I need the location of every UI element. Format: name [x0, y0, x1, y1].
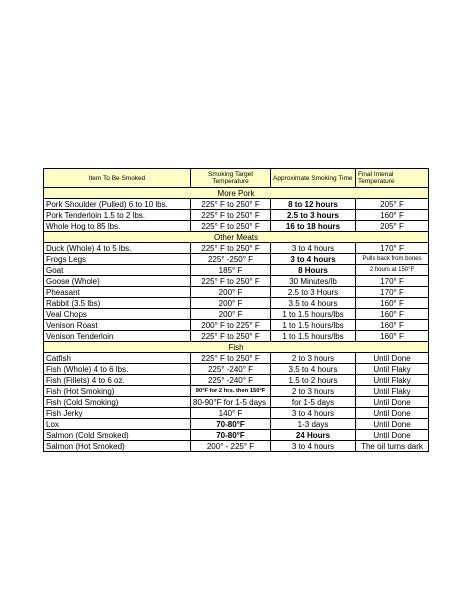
temp-cell: 225° F to 250° F: [191, 353, 271, 364]
item-cell: Venison Tenderloin: [44, 331, 191, 342]
temp-cell: 225° -240° F: [191, 375, 271, 386]
temp-cell: 225° F to 250° F: [191, 210, 271, 221]
time-cell: 3.5 to 4 hours: [271, 364, 356, 375]
item-cell: Salmon (Hot Smoked): [44, 441, 191, 452]
table-row: [44, 408, 429, 419]
temp-cell: 70-80°F: [191, 419, 271, 430]
temp-cell: 90°F for 2 hrs. then 150°F: [191, 386, 271, 397]
internal-cell: Until Flaky: [356, 375, 429, 386]
table-row: [44, 430, 429, 441]
item-cell: Pork Tenderloin 1.5 to 2 lbs.: [44, 210, 191, 221]
time-cell: for 1-5 days: [271, 397, 356, 408]
table-row: [44, 419, 429, 430]
time-cell: 8 Hours: [271, 265, 356, 276]
header-row: [44, 169, 429, 188]
internal-cell: 170° F: [356, 276, 429, 287]
temp-cell: 200° F: [191, 298, 271, 309]
table-row: [44, 287, 429, 298]
table-row: [44, 397, 429, 408]
item-cell: Fish (Hot Smoking): [44, 386, 191, 397]
time-cell: 24 Hours: [271, 430, 356, 441]
table-row: [44, 221, 429, 232]
temp-cell: 140° F: [191, 408, 271, 419]
section-row: [44, 342, 429, 353]
internal-cell: Until Flaky: [356, 364, 429, 375]
temp-cell: 225° -240° F: [191, 364, 271, 375]
internal-cell: 160° F: [356, 309, 429, 320]
section-row: [44, 232, 429, 243]
table-row: [44, 309, 429, 320]
item-cell: Fish (Cold Smoking): [44, 397, 191, 408]
item-cell: Pheasant: [44, 287, 191, 298]
internal-cell: Until Done: [356, 353, 429, 364]
table-row: [44, 298, 429, 309]
table-row: [44, 265, 429, 276]
table-row: [44, 353, 429, 364]
item-cell: Fish Jerky: [44, 408, 191, 419]
table-row: [44, 199, 429, 210]
time-cell: 1.5 to 2 hours: [271, 375, 356, 386]
temp-cell: 185° F: [191, 265, 271, 276]
time-cell: 2 to 3 hours: [271, 353, 356, 364]
header-target-temp: Smoking Target Temperature: [191, 169, 271, 188]
temp-cell: 225° -250° F: [191, 254, 271, 265]
internal-cell: 2 hours at 150°F: [356, 265, 429, 276]
temp-cell: 225° F to 250° F: [191, 331, 271, 342]
time-cell: 3 to 4 hours: [271, 408, 356, 419]
temp-cell: 225° F to 250° F: [191, 199, 271, 210]
item-cell: Fish (Whole) 4 to 6 lbs.: [44, 364, 191, 375]
smoking-chart-table: [43, 168, 429, 452]
table-row: [44, 331, 429, 342]
internal-cell: 205° F: [356, 199, 429, 210]
item-cell: Venison Roast: [44, 320, 191, 331]
table-row: [44, 210, 429, 221]
item-cell: Frogs Legs: [44, 254, 191, 265]
time-cell: 2.5 to 3 Hours: [271, 287, 356, 298]
table-row: [44, 320, 429, 331]
table-row: [44, 364, 429, 375]
time-cell: 8 to 12 hours: [271, 199, 356, 210]
item-cell: Catfish: [44, 353, 191, 364]
temp-cell: 225° F to 250° F: [191, 221, 271, 232]
table-row: [44, 441, 429, 452]
section-title: Other Meats: [44, 232, 429, 243]
time-cell: 1 to 1.5 hours/lbs: [271, 331, 356, 342]
internal-cell: Until Done: [356, 430, 429, 441]
internal-cell: Until Done: [356, 397, 429, 408]
table-row: [44, 375, 429, 386]
item-cell: Fish (Fillets) 4 to 6 oz.: [44, 375, 191, 386]
internal-cell: Until Done: [356, 408, 429, 419]
header-internal-temp: Final Intenal Temperature: [356, 169, 429, 188]
internal-cell: 170° F: [356, 243, 429, 254]
item-cell: Salmon (Cold Smoked): [44, 430, 191, 441]
table-row: [44, 386, 429, 397]
time-cell: 2.5 to 3 hours: [271, 210, 356, 221]
internal-cell: Until Flaky: [356, 386, 429, 397]
internal-cell: 160° F: [356, 210, 429, 221]
item-cell: Goat: [44, 265, 191, 276]
header-item: Item To Be Smoked: [44, 169, 191, 188]
table-row: [44, 254, 429, 265]
time-cell: 1 to 1.5 hours/lbs: [271, 309, 356, 320]
internal-cell: Pulls back from bones: [356, 254, 429, 265]
internal-cell: 205° F: [356, 221, 429, 232]
table-row: [44, 243, 429, 254]
time-cell: 1 to 1.5 hours/lbs: [271, 320, 356, 331]
item-cell: Whole Hog to 85 lbs.: [44, 221, 191, 232]
item-cell: Rabbit (3.5 lbs): [44, 298, 191, 309]
temp-cell: 225° F to 250° F: [191, 276, 271, 287]
table-row: [44, 276, 429, 287]
item-cell: Veal Chops: [44, 309, 191, 320]
time-cell: 2 to 3 hours: [271, 386, 356, 397]
internal-cell: 160° F: [356, 331, 429, 342]
time-cell: 3 to 4 hours: [271, 441, 356, 452]
temp-cell: 70-80°F: [191, 430, 271, 441]
item-cell: Goose (Whole): [44, 276, 191, 287]
item-cell: Lox: [44, 419, 191, 430]
item-cell: Duck (Whole) 4 to 5 lbs.: [44, 243, 191, 254]
temp-cell: 200° F: [191, 287, 271, 298]
time-cell: 30 Minutes/lb: [271, 276, 356, 287]
internal-cell: Until Done: [356, 419, 429, 430]
time-cell: 3 to 4 hours: [271, 243, 356, 254]
temp-cell: 225° F to 250° F: [191, 243, 271, 254]
section-title: Fish: [44, 342, 429, 353]
time-cell: 16 to 18 hours: [271, 221, 356, 232]
time-cell: 1-3 days: [271, 419, 356, 430]
item-cell: Pork Shoulder (Pulled) 6 to 10 lbs.: [44, 199, 191, 210]
time-cell: 3 to 4 hours: [271, 254, 356, 265]
temp-cell: 80-90°F for 1-5 days: [191, 397, 271, 408]
time-cell: 3.5 to 4 hours: [271, 298, 356, 309]
internal-cell: 160° F: [356, 298, 429, 309]
internal-cell: The oil turns dark: [356, 441, 429, 452]
internal-cell: 160° F: [356, 320, 429, 331]
temp-cell: 200° F to 225° F: [191, 320, 271, 331]
section-row: [44, 188, 429, 199]
temp-cell: 200° F: [191, 309, 271, 320]
header-smoking-time: Approximate Smoking Time: [271, 169, 356, 188]
temp-cell: 200° - 225° F: [191, 441, 271, 452]
internal-cell: 170° F: [356, 287, 429, 298]
section-title: More Pork: [44, 188, 429, 199]
